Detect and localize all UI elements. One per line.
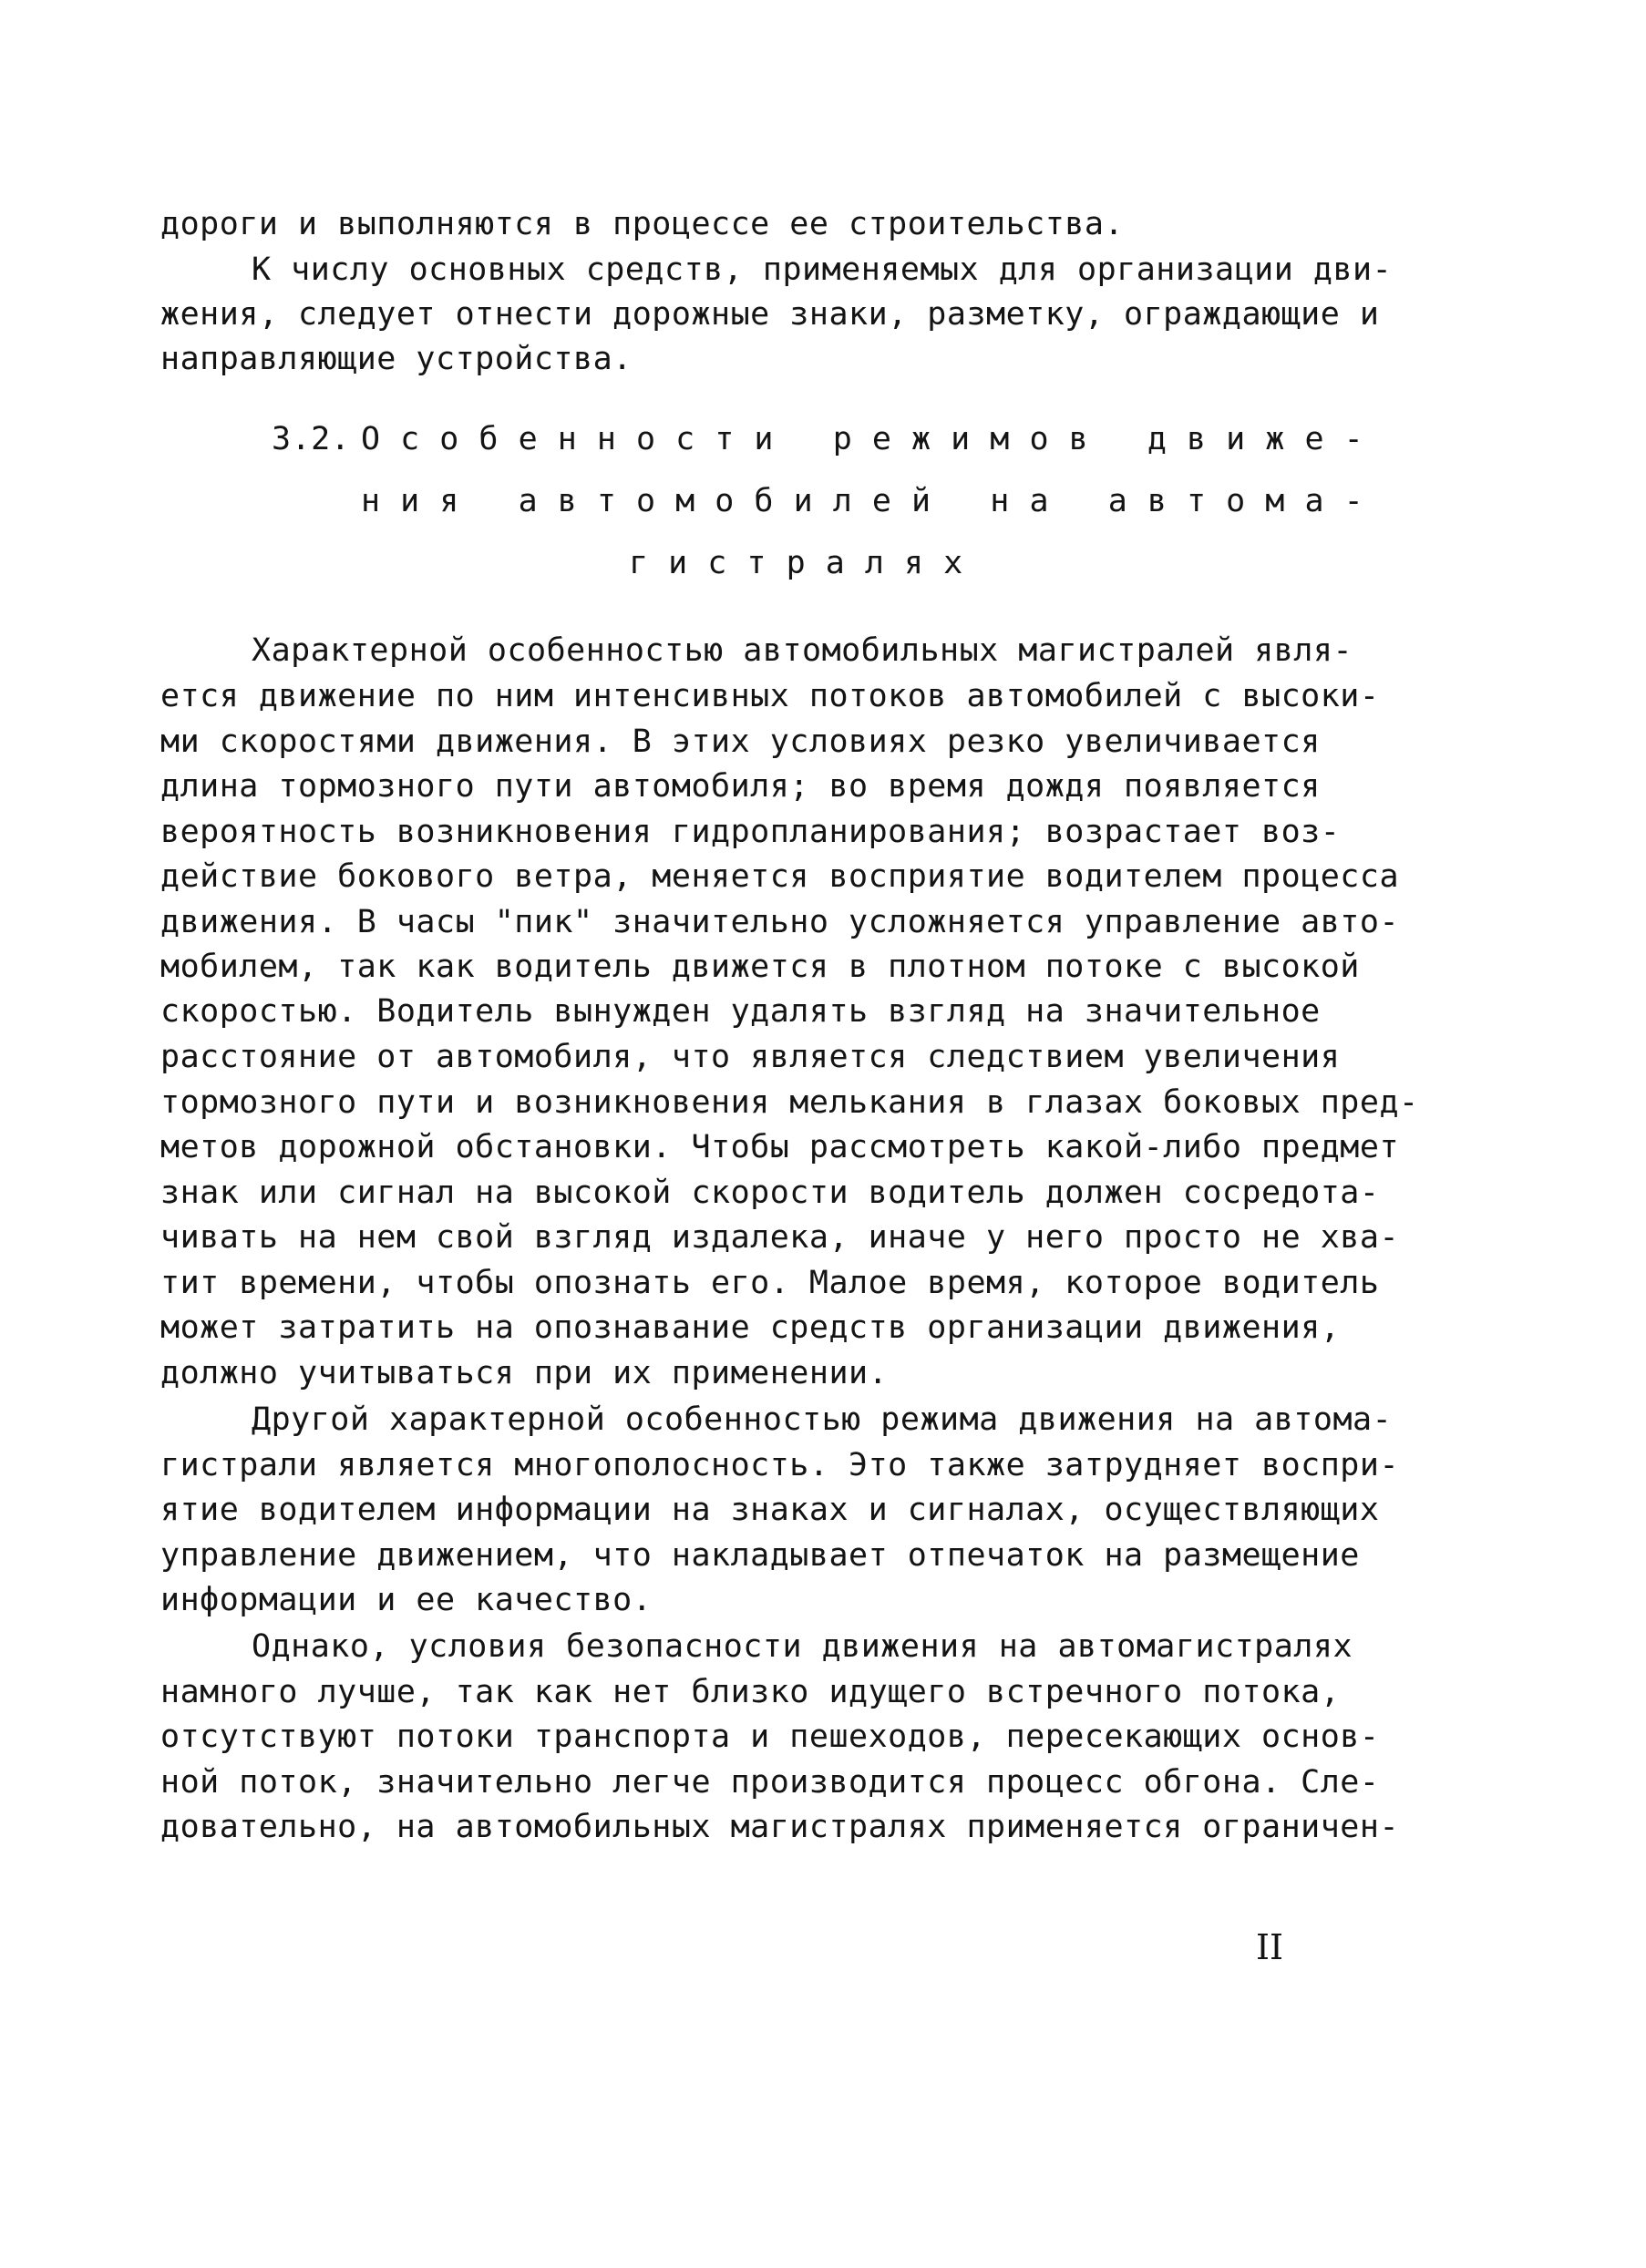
text-line: тормозного пути и возникновения мелькания в глазах боковых пред- (160, 1084, 1419, 1121)
text-line: движения. В часы "пик" значительно усложняется управление авто- (160, 904, 1400, 940)
text-line: направляющие устройства. (160, 341, 633, 377)
text-line: дороги и выполняются в процессе ее строительства. (160, 206, 1125, 242)
text-line: Характерной особенностью автомобильных магистралей явля- (252, 632, 1353, 669)
text-line: довательно, на автомобильных магистралях применяется ограничен- (160, 1809, 1400, 1845)
text-line: ется движение по ним интенсивных потоков автомобилей с высоки- (160, 678, 1380, 714)
text-line: жения, следует отнести дорожные знаки, разметку, ограждающие и (160, 296, 1380, 333)
text-line: гистрали является многополосность. Это также затрудняет воспри- (160, 1447, 1400, 1483)
text-line: вероятность возникновения гидропланирования; возрастает воз- (160, 814, 1341, 850)
text-line: скоростью. Водитель вынужден удалять взгляд на значительное (160, 993, 1321, 1030)
text-line: метов дорожной обстановки. Чтобы рассмотреть какой-либо предмет (160, 1129, 1400, 1165)
text-line: управление движением, что накладывает отпечаток на размещение (160, 1537, 1360, 1574)
text-line: длина тормозного пути автомобиля; во время дождя появляется (160, 768, 1321, 805)
section-heading-line: н и я а в т о м о б и л е й н а а в т о м а - (361, 483, 1364, 519)
text-line: действие бокового ветра, меняется восприятие водителем процесса (160, 858, 1400, 895)
section-heading-line: г и с т р а л я х (629, 545, 963, 581)
text-line: может затратить на опознавание средств организации движения, (160, 1309, 1341, 1346)
text-line: чивать на нем свой взгляд издалека, иначе у него просто не хва- (160, 1219, 1400, 1256)
section-number: 3.2. (272, 421, 351, 457)
page-number: II (1256, 1927, 1284, 1967)
text-line: намного лучше, так как нет близко идущего встречного потока, (160, 1674, 1341, 1710)
text-line: ной поток, значительно легче производится процесс обгона. Сле- (160, 1764, 1380, 1801)
text-line: информации и ее качество. (160, 1582, 653, 1618)
text-line: тит времени, чтобы опознать его. Малое время, которое водитель (160, 1265, 1380, 1301)
text-line: Однако, условия безопасности движения на автомагистралях (252, 1628, 1353, 1665)
text-line: Другой характерной особенностью режима движения на автома- (252, 1401, 1393, 1438)
text-line: должно учитываться при их применении. (160, 1355, 889, 1391)
section-heading-line: О с о б е н н о с т и р е ж и м о в д в и ж е - (361, 421, 1364, 457)
text-line: К числу основных средств, применяемых для организации дви- (252, 251, 1393, 288)
text-line: расстояние от автомобиля, что является следствием увеличения (160, 1039, 1341, 1075)
text-line: мобилем, так как водитель движется в плотном потоке с высокой (160, 949, 1360, 985)
text-line: знак или сигнал на высокой скорости водитель должен сосредота- (160, 1175, 1380, 1211)
text-line: отсутствуют потоки транспорта и пешеходов, пересекающих основ- (160, 1719, 1380, 1755)
text-line: ятие водителем информации на знаках и сигналах, осуществляющих (160, 1492, 1380, 1528)
text-line: ми скоростями движения. В этих условиях резко увеличивается (160, 724, 1321, 760)
